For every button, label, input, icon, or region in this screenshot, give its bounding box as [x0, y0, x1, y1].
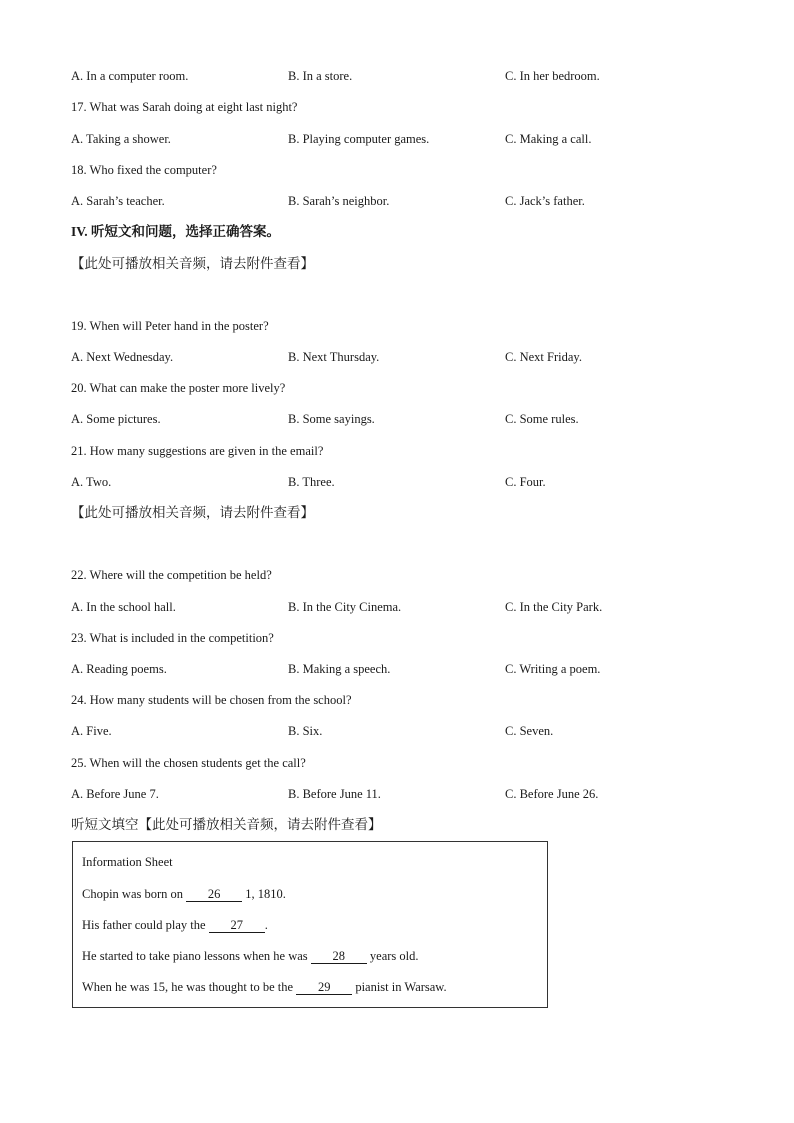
info-line-text: When he was 15, he was thought to be the: [82, 980, 297, 994]
q19-option-b: B. Next Thursday.: [288, 350, 380, 364]
q22-option-a: A. In the school hall.: [71, 600, 176, 614]
info-line-text: .: [264, 918, 268, 932]
info-line-29: [82, 979, 447, 995]
q19-option-a: A. Next Wednesday.: [71, 350, 174, 364]
q24-option-a: A. Five.: [71, 724, 112, 738]
q19-option-c: C. Next Friday.: [505, 350, 582, 364]
q22-options: [71, 599, 731, 615]
info-line-28: [82, 948, 419, 964]
q18-option-c: C. Jack’s father.: [505, 194, 585, 208]
q22-question: 22. Where will the competition be held?: [71, 568, 272, 582]
q21-question: 21. How many suggestions are given in the email?: [71, 444, 324, 458]
q21-option-a: A. Two.: [71, 475, 112, 489]
q24-option-c: C. Seven.: [505, 724, 554, 738]
q16-option-b: B. In a store.: [288, 69, 353, 83]
info-line-text: pianist in Warsaw.: [352, 980, 447, 994]
audio-note: 【此处可播放相关音频，请去附件查看】: [71, 256, 314, 272]
section-4-heading: IV. 听短文和问题，选择正确答案。: [71, 224, 281, 239]
q17-options: [71, 131, 731, 147]
q19-question: 19. When will Peter hand in the poster?: [71, 319, 269, 333]
audio-note: 【此处可播放相关音频，请去附件查看】: [71, 505, 314, 521]
q22-option-c: C. In the City Park.: [505, 600, 603, 614]
info-line-text: He started to take piano lessons when he was: [82, 949, 311, 963]
info-line-text: His father could play the: [82, 918, 209, 932]
q17-option-b: B. Playing computer games.: [288, 132, 430, 146]
q23-options: [71, 661, 731, 677]
answer-blank-29: 29: [296, 980, 352, 995]
q24-question: 24. How many students will be chosen from the school?: [71, 693, 352, 707]
q24-options: [71, 723, 731, 739]
info-line-text: years old.: [366, 949, 419, 963]
q18-options: [71, 193, 731, 209]
q18-option-a: A. Sarah’s teacher.: [71, 194, 165, 208]
info-line-27: [82, 917, 268, 933]
answer-blank-28: 28: [311, 949, 367, 964]
q19-options: [71, 349, 731, 365]
q17-option-a: A. Taking a shower.: [71, 132, 171, 146]
q20-options: [71, 411, 731, 427]
q23-option-c: C. Writing a poem.: [505, 662, 601, 676]
q23-option-a: A. Reading poems.: [71, 662, 167, 676]
q16-option-c: C. In her bedroom.: [505, 69, 600, 83]
q22-option-b: B. In the City Cinema.: [288, 600, 402, 614]
q25-option-c: C. Before June 26.: [505, 787, 599, 801]
q21-options: [71, 474, 731, 490]
information-sheet-box: [72, 841, 548, 1008]
q23-question: 23. What is included in the competition?: [71, 631, 274, 645]
q23-option-b: B. Making a speech.: [288, 662, 391, 676]
q25-option-a: A. Before June 7.: [71, 787, 159, 801]
q24-option-b: B. Six.: [288, 724, 323, 738]
q17-option-c: C. Making a call.: [505, 132, 592, 146]
q20-option-b: B. Some sayings.: [288, 412, 375, 426]
q17-question: 17. What was Sarah doing at eight last night?: [71, 100, 298, 114]
info-line-text: Chopin was born on: [82, 887, 187, 901]
q25-option-b: B. Before June 11.: [288, 787, 381, 801]
answer-blank-26: 26: [186, 887, 242, 902]
info-line-26: [82, 886, 286, 902]
q18-option-b: B. Sarah’s neighbor.: [288, 194, 390, 208]
q18-question: 18. Who fixed the computer?: [71, 163, 217, 177]
q20-option-a: A. Some pictures.: [71, 412, 161, 426]
answer-blank-27: 27: [209, 918, 265, 933]
q16-options: [71, 68, 731, 84]
q16-option-a: A. In a computer room.: [71, 69, 189, 83]
q20-option-c: C. Some rules.: [505, 412, 579, 426]
info-line-text: 1, 1810.: [242, 887, 286, 901]
fill-in-heading: 听短文填空【此处可播放相关音频，请去附件查看】: [71, 817, 382, 833]
info-sheet-title: Information Sheet: [82, 855, 173, 869]
q25-options: [71, 786, 731, 802]
q21-option-c: C. Four.: [505, 475, 546, 489]
q21-option-b: B. Three.: [288, 475, 335, 489]
q25-question: 25. When will the chosen students get the call?: [71, 756, 306, 770]
q20-question: 20. What can make the poster more lively?: [71, 381, 286, 395]
